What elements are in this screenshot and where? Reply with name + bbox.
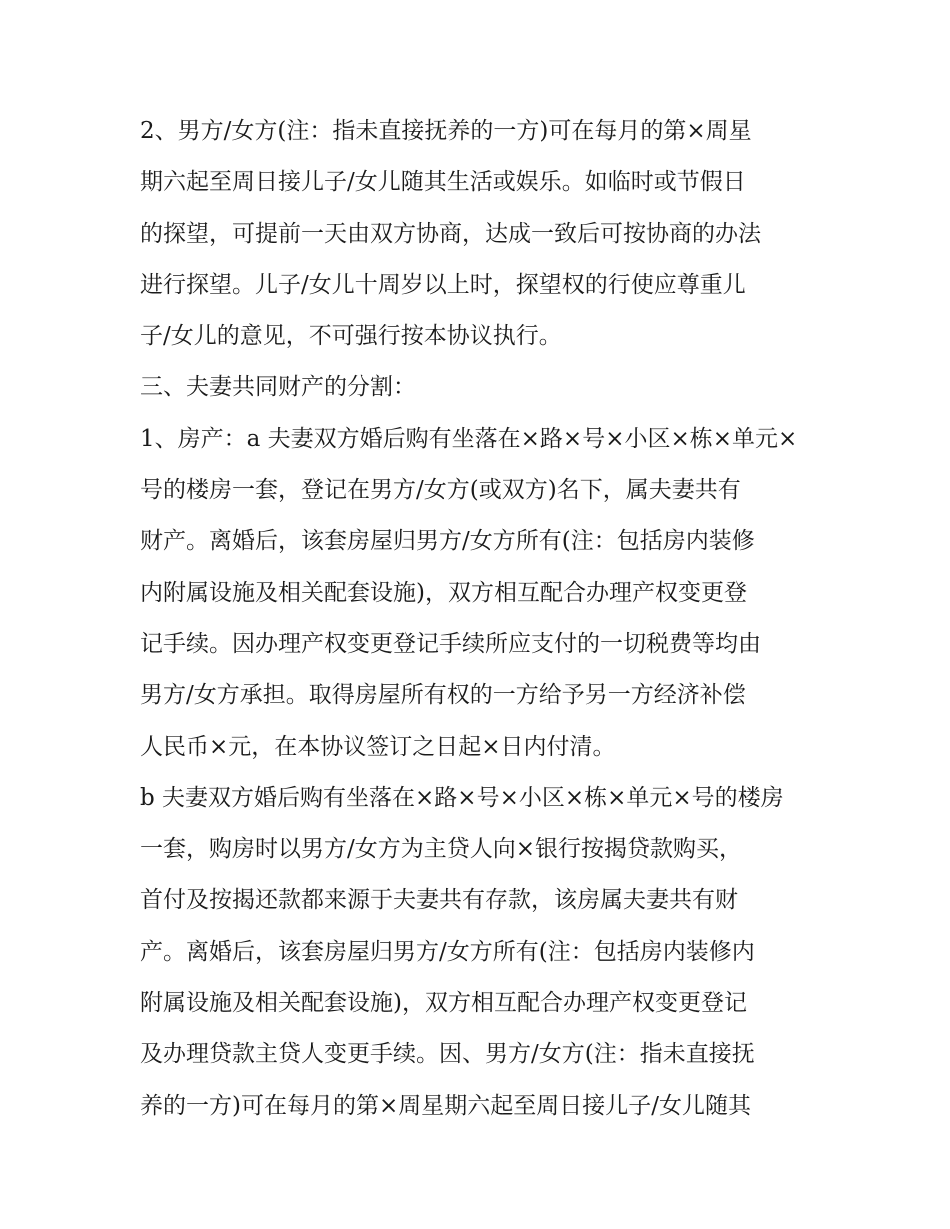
text-line: 1、房产：a 夫妻双方婚后购有坐落在×路×号×小区×栋×单元× (140, 425, 798, 452)
text-line: 产。离婚后，该套房屋归男方/女方所有(注：包括房内装修内 (140, 938, 755, 965)
text-line: 的探望，可提前一天由双方协商，达成一致后可按协商的办法 (140, 220, 761, 247)
text-line: 首付及按揭还款都来源于夫妻共有存款，该房属夫妻共有财 (140, 887, 738, 914)
text-line: 号的楼房一套，登记在男方/女方(或双方)名下，属夫妻共有 (140, 477, 741, 504)
text-line: 男方/女方承担。取得房屋所有权的一方给予另一方经济补偿 (140, 682, 746, 709)
text-line: 养的一方)可在每月的第×周星期六起至周日接儿子/女儿随其 (140, 1092, 751, 1119)
text-line: 一套，购房时以男方/女方为主贷人向×银行按揭贷款购买， (140, 836, 743, 863)
text-line: 进行探望。儿子/女儿十周岁以上时，探望权的行使应尊重儿 (140, 271, 746, 298)
text-line: 子/女儿的意见，不可强行按本协议执行。 (140, 323, 562, 350)
document-body (140, 106, 820, 1132)
text-line: 人民币×元，在本协议签订之日起×日内付清。 (140, 733, 616, 760)
text-line: 及办理贷款主贷人变更手续。因、男方/女方(注：指未直接抚 (140, 1041, 755, 1068)
text-line: b 夫妻双方婚后购有坐落在×路×号×小区×栋×单元×号的楼房 (140, 784, 784, 811)
text-line: 2、男方/女方(注：指未直接抚养的一方)可在每月的第×周星 (140, 118, 752, 144)
section-heading: 三、夫妻共同财产的分割： (140, 374, 416, 401)
text-line: 记手续。因办理产权变更登记手续所应支付的一切税费等均由 (140, 630, 761, 657)
text-line: 期六起至周日接儿子/女儿随其生活或娱乐。如临时或节假日 (140, 169, 746, 196)
text-line: 财产。离婚后，该套房屋归男方/女方所有(注：包括房内装修 (140, 528, 755, 555)
text-line: 内附属设施及相关配套设施)，双方相互配合办理产权变更登 (140, 579, 747, 606)
text-line: 附属设施及相关配套设施)，双方相互配合办理产权变更登记 (140, 990, 747, 1017)
